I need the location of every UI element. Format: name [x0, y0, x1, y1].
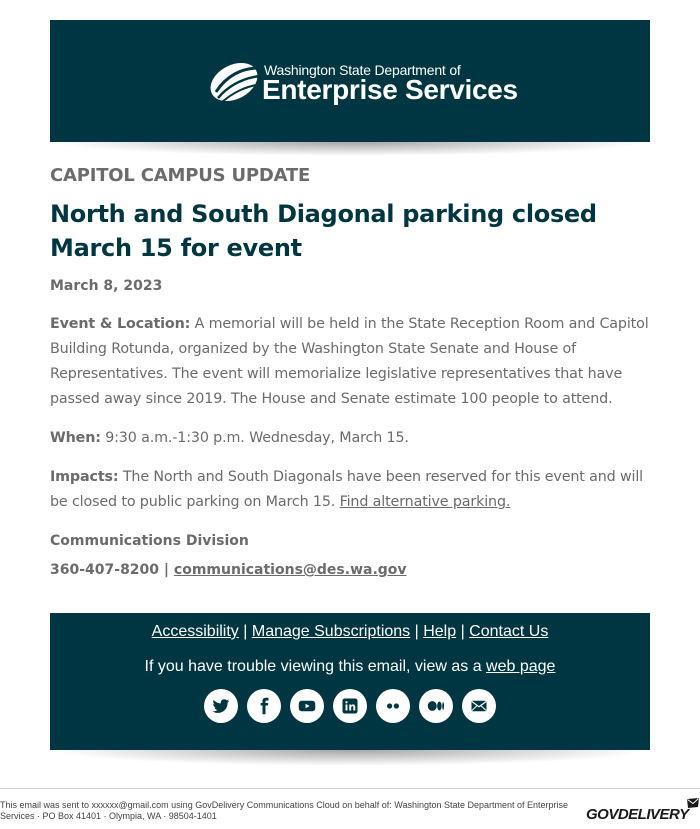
medium-icon[interactable]	[419, 689, 453, 723]
envelope-icon	[686, 797, 700, 809]
article-headline: North and South Diagonal parking closed March 15 for event	[50, 200, 597, 262]
contact-separator: |	[159, 562, 174, 578]
help-link[interactable]: Help	[423, 623, 457, 640]
logo-department-text: Washington State Department of	[264, 62, 461, 78]
linkedin-icon[interactable]	[333, 689, 367, 723]
youtube-glyph	[298, 697, 316, 715]
footer-link-separator: |	[456, 623, 470, 640]
facebook-icon[interactable]	[247, 689, 281, 723]
web-view-text: If you have trouble viewing this email, view as a	[144, 658, 487, 675]
email-link[interactable]: communications@des.wa.gov	[173, 562, 407, 578]
medium-glyph	[427, 697, 445, 715]
email-icon[interactable]	[462, 689, 496, 723]
footer-shadow	[50, 750, 650, 766]
twitter-icon[interactable]	[204, 689, 238, 723]
event-paragraph	[50, 312, 655, 412]
impacts-text: The North and South Diagonals have been reserved for this event and will be closed to public parking on March 15.	[50, 469, 643, 510]
flickr-icon[interactable]	[376, 689, 410, 723]
social-icons	[50, 689, 650, 723]
alternative-parking-link[interactable]: Find alternative parking.	[339, 494, 511, 510]
web-view-notice	[50, 657, 650, 677]
signature: Communications Division	[50, 533, 249, 549]
footer-link-separator: |	[238, 623, 252, 640]
impacts-paragraph	[50, 465, 655, 515]
logo-agency-name: Enterprise Services	[262, 74, 518, 105]
when-text: 9:30 a.m.-1:30 p.m. Wednesday, March 15.	[100, 430, 409, 446]
email-glyph	[470, 697, 488, 715]
footer-links	[50, 622, 650, 642]
contact-us-link[interactable]: Contact Us	[469, 623, 549, 640]
des-logo[interactable]	[208, 56, 518, 108]
email-header-banner	[50, 20, 650, 142]
youtube-icon[interactable]	[290, 689, 324, 723]
divider	[0, 788, 700, 789]
phone-number: 360-407-8200	[50, 562, 160, 578]
facebook-glyph	[255, 697, 273, 715]
manage-subscriptions-link[interactable]: Manage Subscriptions	[251, 623, 411, 640]
web-page-link[interactable]: web page	[486, 658, 556, 675]
article-date: March 8, 2023	[50, 278, 163, 294]
when-label: When:	[50, 430, 101, 446]
flickr-glyph	[384, 697, 402, 715]
impacts-label: Impacts:	[50, 469, 119, 485]
event-label: Event & Location:	[50, 316, 191, 332]
article-body	[50, 163, 655, 582]
footer-link-separator: |	[410, 623, 424, 640]
legal-notice: This email was sent to xxxxxx@gmail.com using GovDelivery Communications Cloud on behalf of: Washington State Department of Enterprise Services · PO Box 41401 · Olympia, WA · 98504-1401	[0, 800, 569, 821]
event-text: A memorial will be held in the State Reception Room and Capitol Building Rotunda, organized by the Washington State Senate and House of Representatives. The event will memorialize legislative representatives that have passed away since 2019. The House and Senate estimate 100 people to attend.	[50, 316, 649, 407]
contact-line	[50, 558, 655, 582]
des-swoosh-icon	[208, 56, 266, 108]
when-paragraph	[50, 426, 655, 451]
article-kicker: CAPITOL CAMPUS UPDATE	[50, 165, 311, 186]
twitter-glyph	[212, 697, 230, 715]
header-shadow	[50, 142, 650, 156]
govdelivery-logo[interactable]	[586, 797, 700, 827]
accessibility-link[interactable]: Accessibility	[151, 623, 239, 640]
linkedin-glyph	[341, 697, 359, 715]
govdelivery-wordmark: GOVDELIVERY	[586, 806, 689, 823]
email-footer	[50, 613, 650, 750]
